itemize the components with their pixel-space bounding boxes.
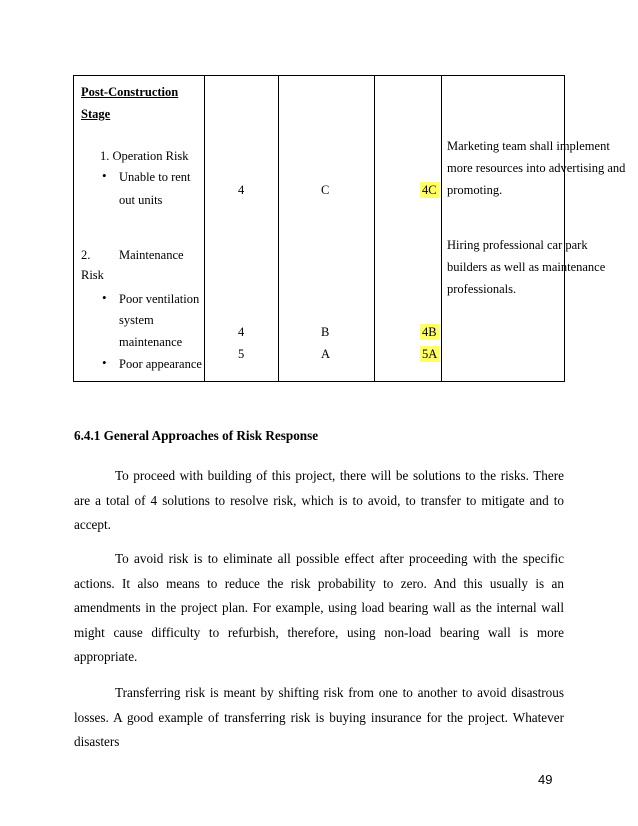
item2-severity-a: B bbox=[321, 325, 330, 339]
likelihood-cell bbox=[205, 76, 279, 382]
page-number: 49 bbox=[538, 772, 553, 787]
item2-response-cont: builders as well as maintenance bbox=[447, 260, 606, 274]
rating-cell bbox=[375, 76, 442, 382]
item2-likelihood-b: 5 bbox=[238, 347, 245, 361]
risk-description-cell bbox=[74, 76, 205, 382]
item2-rating-a-highlight: 4B bbox=[422, 325, 437, 339]
item2-bullet1-cont2: maintenance bbox=[119, 335, 183, 349]
item1-severity: C bbox=[321, 183, 330, 197]
paragraph bbox=[74, 547, 564, 670]
bullet-icon: • bbox=[102, 355, 107, 370]
stage-title: Post-Construction bbox=[81, 85, 179, 99]
item2-response: Hiring professional car park bbox=[447, 238, 588, 252]
item1-response-cont: more resources into advertising and bbox=[447, 161, 626, 175]
item2-severity-b: A bbox=[321, 347, 331, 361]
item2-bullet2: Poor appearance bbox=[119, 357, 202, 371]
stage-title-cont: Stage bbox=[81, 107, 111, 121]
item2-response-cont2: professionals. bbox=[447, 282, 517, 296]
paragraph-text: Transferring risk is meant by shifting risk from one to another to avoid disastrous losses. A good example of transferring risk is buying insurance for the project. Whatever disasters bbox=[74, 685, 564, 749]
item2-title: Maintenance bbox=[119, 248, 184, 262]
paragraph-text: To proceed with building of this project, there will be solutions to the risks. There are a total of 4 solutions to resolve risk, which is to avoid, to transfer to mitigate and to accept. bbox=[74, 468, 564, 532]
item2-number: 2. bbox=[81, 248, 91, 262]
item2-bullet1: Poor ventilation bbox=[119, 292, 200, 306]
item1-bullet: Unable to rent bbox=[119, 170, 191, 184]
item1-title: 1. Operation Risk bbox=[100, 149, 189, 163]
bullet-icon: • bbox=[102, 168, 107, 183]
item1-response: Marketing team shall implement bbox=[447, 139, 610, 153]
item2-rating-b-highlight: 5A bbox=[422, 347, 438, 361]
item2-likelihood-a: 4 bbox=[238, 325, 245, 339]
response-cell bbox=[442, 76, 626, 382]
paragraph bbox=[74, 681, 564, 755]
paragraph-text: To avoid risk is to eliminate all possible effect after proceeding with the specific actions. It also means to reduce the risk probability to zero. And this usually is an amendments in the project plan. For example, using load bearing wall as the internal wall might cause difficulty to refurbish, therefore, using non-load bearing wall is more appropriate. bbox=[74, 551, 564, 664]
severity-cell bbox=[279, 76, 375, 382]
risk-table bbox=[73, 75, 626, 382]
paragraph bbox=[74, 464, 564, 538]
item2-bullet1-cont: system bbox=[119, 313, 154, 327]
item1-likelihood: 4 bbox=[238, 183, 245, 197]
item1-response-cont2: promoting. bbox=[447, 183, 503, 197]
item1-rating-highlight: 4C bbox=[422, 183, 437, 197]
item2-title-cont: Risk bbox=[81, 268, 104, 282]
item1-bullet-cont: out units bbox=[119, 193, 163, 207]
bullet-icon: • bbox=[102, 290, 107, 305]
section-heading: 6.4.1 General Approaches of Risk Response bbox=[74, 428, 319, 443]
